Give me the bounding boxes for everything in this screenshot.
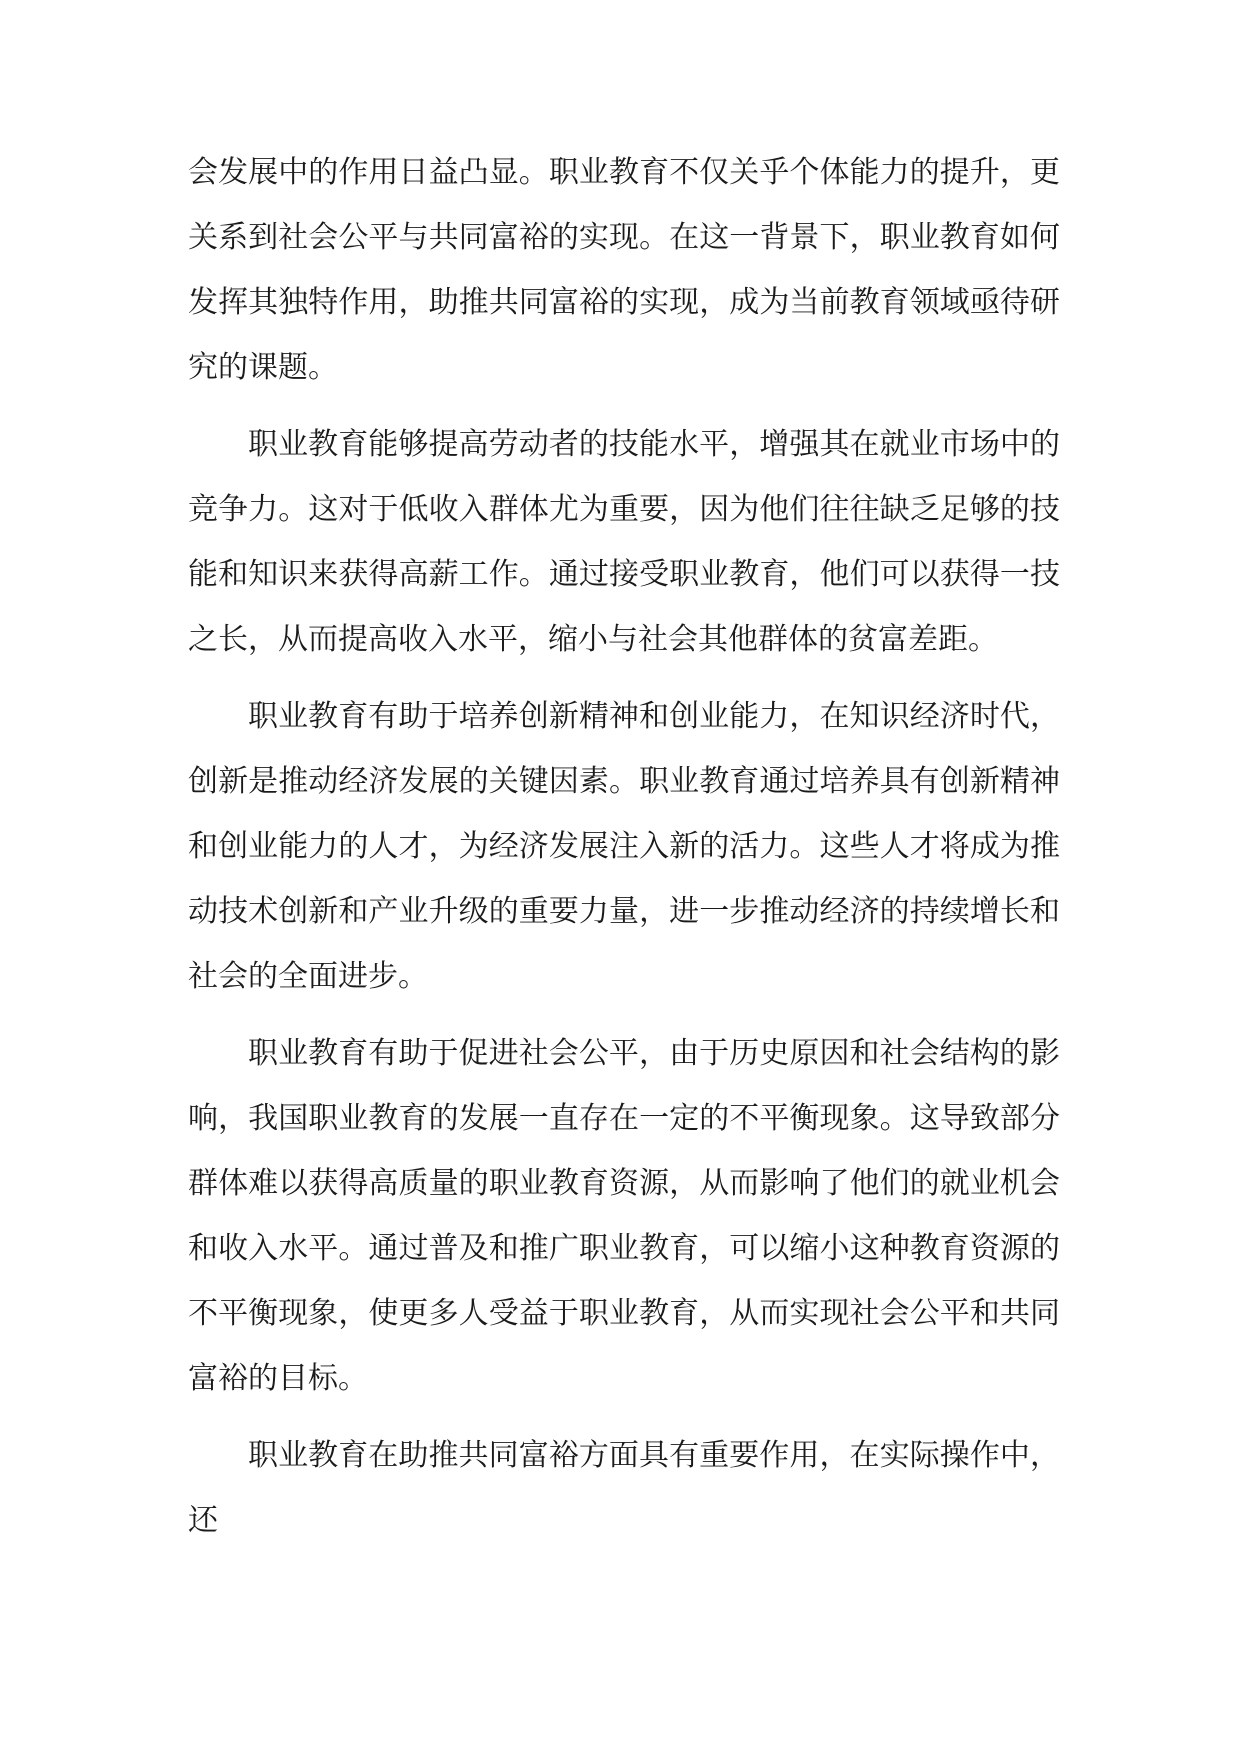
body-text — [188, 140, 1060, 1553]
paragraph-skills: 职业教育能够提高劳动者的技能水平，增强其在就业市场中的竞争力。这对于低收入群体尤为重要，因为他们往往缺乏足够的技能和知识来获得高薪工作。通过接受职业教育，他们可以获得一技之长，从而提高收入水平，缩小与社会其他群体的贫富差距。 — [188, 427, 1060, 657]
paragraph-equity: 职业教育有助于促进社会公平，由于历史原因和社会结构的影响，我国职业教育的发展一直存在一定的不平衡现象。这导致部分群体难以获得高质量的职业教育资源，从而影响了他们的就业机会和收入水平。通过普及和推广职业教育，可以缩小这种教育资源的不平衡现象，使更多人受益于职业教育，从而实现社会公平和共同富裕的目标。 — [188, 1036, 1060, 1396]
paragraph-innovation: 职业教育有助于培养创新精神和创业能力，在知识经济时代，创新是推动经济发展的关键因素。职业教育通过培养具有创新精神和创业能力的人才，为经济发展注入新的活力。这些人才将成为推动技术创新和产业升级的重要力量，进一步推动经济的持续增长和社会的全面进步。 — [188, 699, 1060, 994]
paragraph-continuation: 会发展中的作用日益凸显。职业教育不仅关乎个体能力的提升，更关系到社会公平与共同富裕的实现。在这一背景下，职业教育如何发挥其独特作用，助推共同富裕的实现，成为当前教育领域亟待研究的课题。 — [188, 155, 1060, 385]
paragraph-practice: 职业教育在助推共同富裕方面具有重要作用，在实际操作中，还 — [188, 1438, 1060, 1538]
